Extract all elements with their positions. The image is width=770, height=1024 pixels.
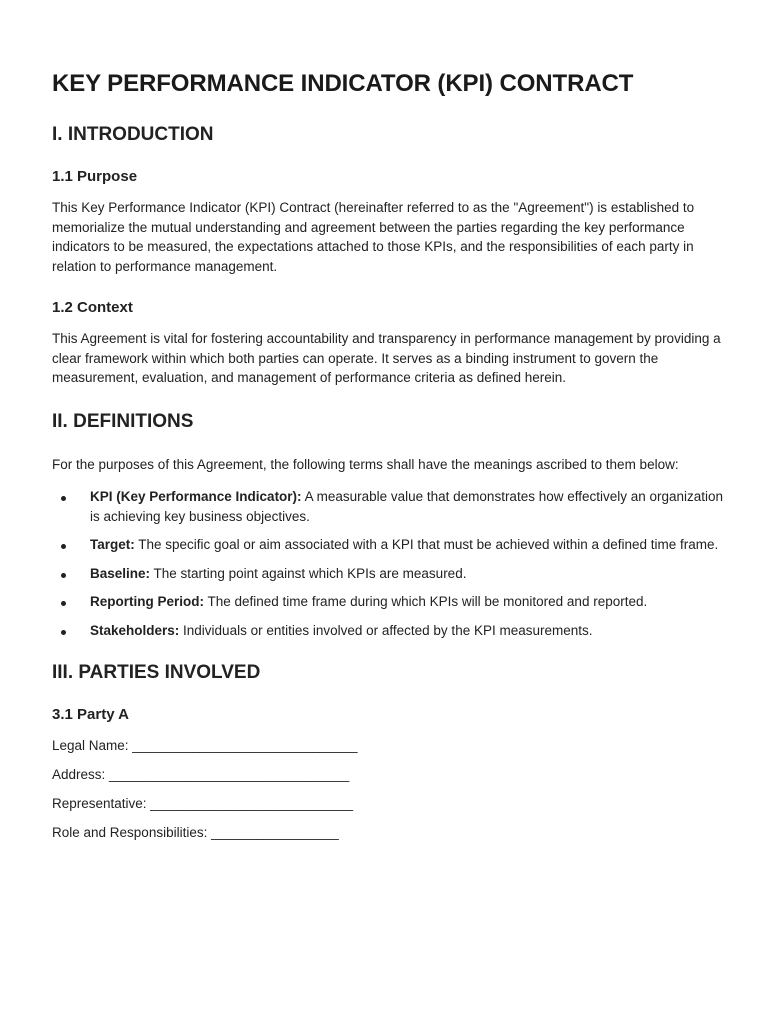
context-paragraph: This Agreement is vital for fostering accountability and transparency in performance management by providing a clear framework within which both parties can operate. It serves as a binding instrument to govern the measurement, evaluation, and management of performance criteria as defined herein. bbox=[52, 331, 721, 385]
definition-item-target bbox=[52, 535, 732, 555]
bullet-icon bbox=[61, 573, 66, 578]
definitions-intro-paragraph: For the purposes of this Agreement, the following terms shall have the meanings ascribed to them below: bbox=[52, 456, 679, 472]
definition-item-reporting-period bbox=[52, 592, 732, 612]
definition-term: Target: bbox=[90, 537, 135, 552]
field-address[interactable]: Address: ________________________________ bbox=[52, 767, 350, 782]
section-heading-introduction: I. INTRODUCTION bbox=[52, 124, 214, 145]
bullet-icon bbox=[61, 630, 66, 635]
section-heading-parties: III. PARTIES INVOLVED bbox=[52, 662, 261, 683]
definition-text: The defined time frame during which KPIs will be monitored and reported. bbox=[204, 594, 648, 609]
definition-text: A measurable value that demonstrates how effectively an organization is achieving key business objectives. bbox=[90, 489, 724, 524]
definition-term: Reporting Period: bbox=[90, 594, 204, 609]
definition-text: Individuals or entities involved or affected by the KPI measurements. bbox=[179, 622, 593, 638]
bullet-icon bbox=[61, 496, 66, 501]
definition-text: The starting point against which KPIs are measured. bbox=[150, 565, 467, 581]
section-heading-definitions: II. DEFINITIONS bbox=[52, 410, 194, 432]
subsection-heading-context: 1.2 Context bbox=[52, 299, 133, 316]
definition-item-stakeholders bbox=[52, 621, 732, 641]
definition-term: Stakeholders: bbox=[90, 622, 180, 638]
definition-text: The specific goal or aim associated with a KPI that must be achieved within a defined time frame. bbox=[134, 537, 719, 552]
field-legal-name[interactable]: Legal Name: ______________________________ bbox=[52, 738, 358, 753]
subsection-heading-purpose: 1.1 Purpose bbox=[52, 168, 138, 185]
definition-item-baseline bbox=[52, 564, 732, 584]
bullet-icon bbox=[61, 544, 66, 549]
document-page bbox=[52, 70, 732, 852]
purpose-paragraph: This Key Performance Indicator (KPI) Contract (hereinafter referred to as the "Agreement") is established to memorialize the mutual understanding and agreement between the parties regarding the key performance indicators to be measured, the expectations attached to those KPIs, and the responsibilities of each party in relation to performance management. bbox=[52, 200, 695, 274]
definition-item-kpi bbox=[52, 487, 732, 526]
definition-term: KPI (Key Performance Indicator): bbox=[90, 489, 302, 504]
definitions-list bbox=[52, 487, 732, 640]
field-representative[interactable]: Representative: ___________________________ bbox=[52, 796, 354, 811]
bullet-icon bbox=[61, 601, 66, 606]
definition-term: Baseline: bbox=[90, 565, 151, 581]
subsection-heading-party-a: 3.1 Party A bbox=[52, 706, 129, 723]
field-role-responsibilities[interactable]: Role and Responsibilities: _________________ bbox=[52, 825, 339, 840]
document-title: KEY PERFORMANCE INDICATOR (KPI) CONTRACT bbox=[52, 70, 634, 97]
